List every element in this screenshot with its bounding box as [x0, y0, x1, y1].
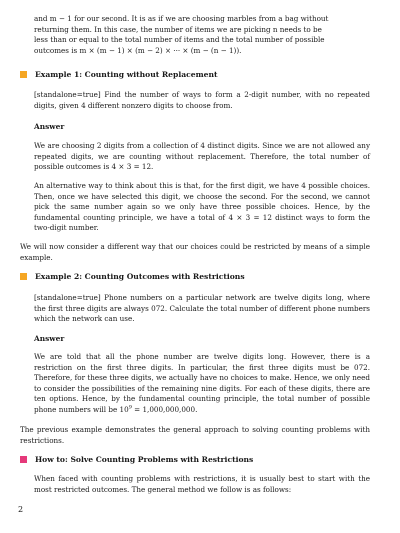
example1-question-text: [standalone=true] Find the number of ways to form a 2-digit number, with no repeated digits, given 4 different nonzero digits to choose from.: [34, 90, 370, 110]
example1-answer-para2: [34, 181, 370, 234]
example1-heading-text: Example 1: Counting without Replacement: [35, 70, 218, 79]
power-exponent: 9: [128, 404, 132, 411]
example1-para1-text: We are choosing 2 digits from a collection of 4 distinct digits. Since we are not allowed any repeated digits, we are counting without replacement. Therefore, the total number of possible outcomes is 4 × 3 = 12.: [34, 141, 370, 172]
example-marker-icon: [20, 273, 27, 280]
example2-answer-para1: [34, 352, 370, 416]
example2-answer-label: Answer: [34, 334, 65, 343]
intro-line: less than or equal to the total number of items and the total number of possible: [34, 35, 325, 45]
intro-paragraph: [34, 14, 370, 56]
transition-paragraph-2: [20, 425, 370, 446]
intro-line: and m − 1 for our second. It is as if we are choosing marbles from a bag without: [34, 14, 329, 23]
howto-paragraph: [34, 474, 370, 495]
page-number: 2: [18, 505, 24, 514]
intro-line: outcomes is m × (m − 1) × (m − 2) × ··· × (m − (n − 1)).: [34, 45, 242, 55]
example2-heading-text: Example 2: Counting Outcomes with Restrictions: [35, 272, 245, 281]
example1-para2-text: An alternative way to think about this is that, for the first digit, we have 4 possible choices. Then, once we have selected this digit, we choose the second. For the second, we cannot pick the same number again so we only have three possible choices. Hence, by the fundamental counting principle, we have a total of 4 × 3 = 12 distinct ways to form the two-digit number.: [34, 181, 370, 233]
phone-total-result: = 1,000,000,000.: [131, 404, 198, 414]
example-marker-icon: [20, 71, 27, 78]
example2-question-text: [standalone=true] Phone numbers on a particular network are twelve digits long, where the first three digits are always 072. Calculate the total number of different phone numbers which the network can use.: [34, 293, 370, 324]
transition-paragraph-1: [20, 242, 370, 263]
example1-question: [34, 90, 370, 111]
example1-answer-label: Answer: [34, 122, 65, 131]
howto-para1-text: When faced with counting problems with restrictions, it is usually best to start with the most restricted outcomes. The general method we follow is as follows:: [34, 474, 370, 494]
example2-para1-body: We are told that all the phone number are twelve digits long. However, there is a restriction on the first three digits. In particular, the first three digits must be 072. Therefore, for these three digits, we actually have no choices to make. Hence, we only need to consider the possibilities of the remaining nine digits. For each of these digits, there are ten options. Hence, by the fundamental counting principle, the total number of possible phone numbers will be: [34, 352, 370, 414]
power-base: 10: [119, 404, 129, 414]
howto-marker-icon: [20, 456, 27, 463]
example2-question: [34, 293, 370, 325]
howto-heading-text: How to: Solve Counting Problems with Restrictions: [35, 455, 254, 464]
howto-heading: [20, 455, 253, 464]
example1-heading: [20, 70, 217, 79]
intro-line: returning them. In this case, the number of items we are picking n needs to be: [34, 24, 322, 34]
example1-answer-para1: [34, 141, 370, 173]
example2-para1-text: [34, 352, 370, 416]
transition1-text: We will now consider a different way that our choices could be restricted by means of a simple example.: [20, 242, 370, 262]
example2-heading: [20, 272, 245, 281]
transition2-text: The previous example demonstrates the general approach to solving counting problems with restrictions.: [20, 425, 370, 445]
